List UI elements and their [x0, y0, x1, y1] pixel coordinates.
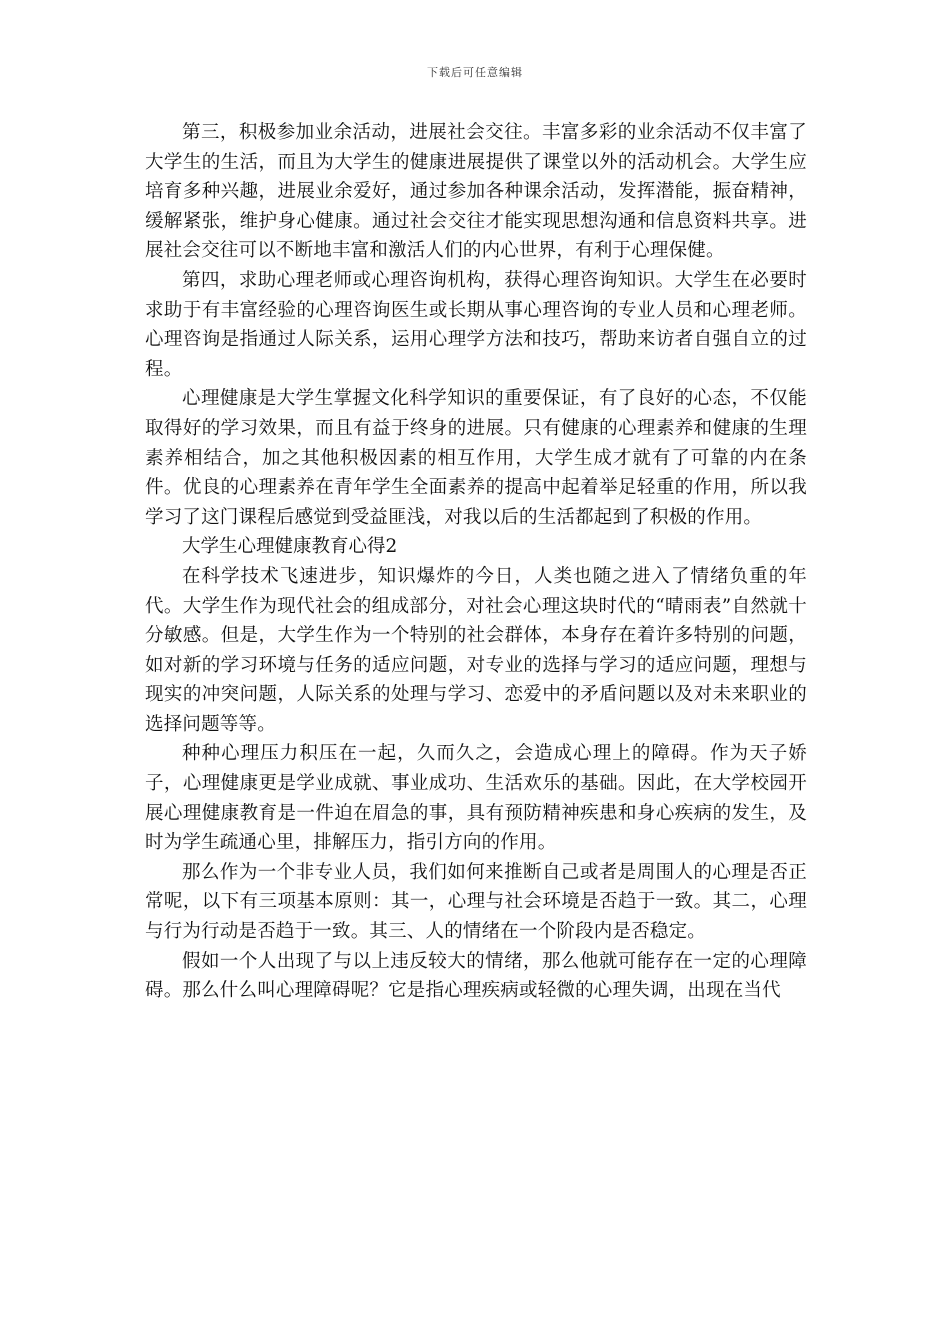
paragraph-disorder: 假如一个人出现了与以上违反较大的情绪，那么他就可能存在一定的心理障碍。那么什么叫心理障碍呢？它是指心理疾病或轻微的心理失调，出现在当代: [145, 950, 807, 1002]
paragraph-pressure: 种种心理压力积压在一起，久而久之，会造成心理上的障碍。作为天子娇子，心理健康更是学业成就、事业成功、生活欢乐的基础。因此，在大学校园开展心理健康教育是一件迫在眉急的事，具有预防精神疾患和身心疾病的发生，及时为学生疏通心里，排解压力，指引方向的作用。: [145, 743, 807, 854]
page-header: 下载后可任意编辑: [427, 66, 523, 79]
document-body: [145, 118, 807, 1006]
section-heading: 大学生心理健康教育心得2: [182, 536, 398, 558]
paragraph-intro: 在科学技术飞速进步，知识爆炸的今日，人类也随之进入了情绪负重的年代。大学生作为现代社会的组成部分，对社会心理这块时代的“晴雨表”自然就十分敏感。但是，大学生作为一个特别的社会群体，本身存在着许多特别的问题，如对新的学习环境与任务的适应问题，对专业的选择与学习的适应问题，理想与现实的冲突问题，人际关系的处理与学习、恋爱中的矛盾问题以及对未来职业的选择问题等等。: [145, 565, 807, 735]
paragraph-third-point: 第三，积极参加业余活动，进展社会交往。丰富多彩的业余活动不仅丰富了大学生的生活，而且为大学生的健康进展提供了课堂以外的活动机会。大学生应培育多种兴趣，进展业余爱好，通过参加各种课余活动，发挥潜能，振奋精神，缓解紧张，维护身心健康。通过社会交往才能实现思想沟通和信息资料共享。进展社会交往可以不断地丰富和激活人们的内心世界，有利于心理保健。: [145, 122, 807, 262]
paragraph-principles: 那么作为一个非专业人员，我们如何来推断自己或者是周围人的心理是否正常呢，以下有三项基本原则：其一，心理与社会环境是否趋于一致。其二，心理与行为行动是否趋于一致。其三、人的情绪在一个阶段内是否稳定。: [145, 861, 807, 943]
paragraph-conclusion: 心理健康是大学生掌握文化科学知识的重要保证，有了良好的心态，不仅能取得好的学习效果，而且有益于终身的进展。只有健康的心理素养和健康的生理素养相结合，加之其他积极因素的相互作用，大学生成才就有了可靠的内在条件。优良的心理素养在青年学生全面素养的提高中起着举足轻重的作用，所以我学习了这门课程后感觉到受益匪浅，对我以后的生活都起到了积极的作用。: [145, 388, 807, 528]
paragraph-fourth-point: 第四，求助心理老师或心理咨询机构，获得心理咨询知识。大学生在必要时求助于有丰富经验的心理咨询医生或长期从事心理咨询的专业人员和心理老师。心理咨询是指通过人际关系，运用心理学方法和技巧，帮助来访者自强自立的过程。: [145, 269, 807, 380]
